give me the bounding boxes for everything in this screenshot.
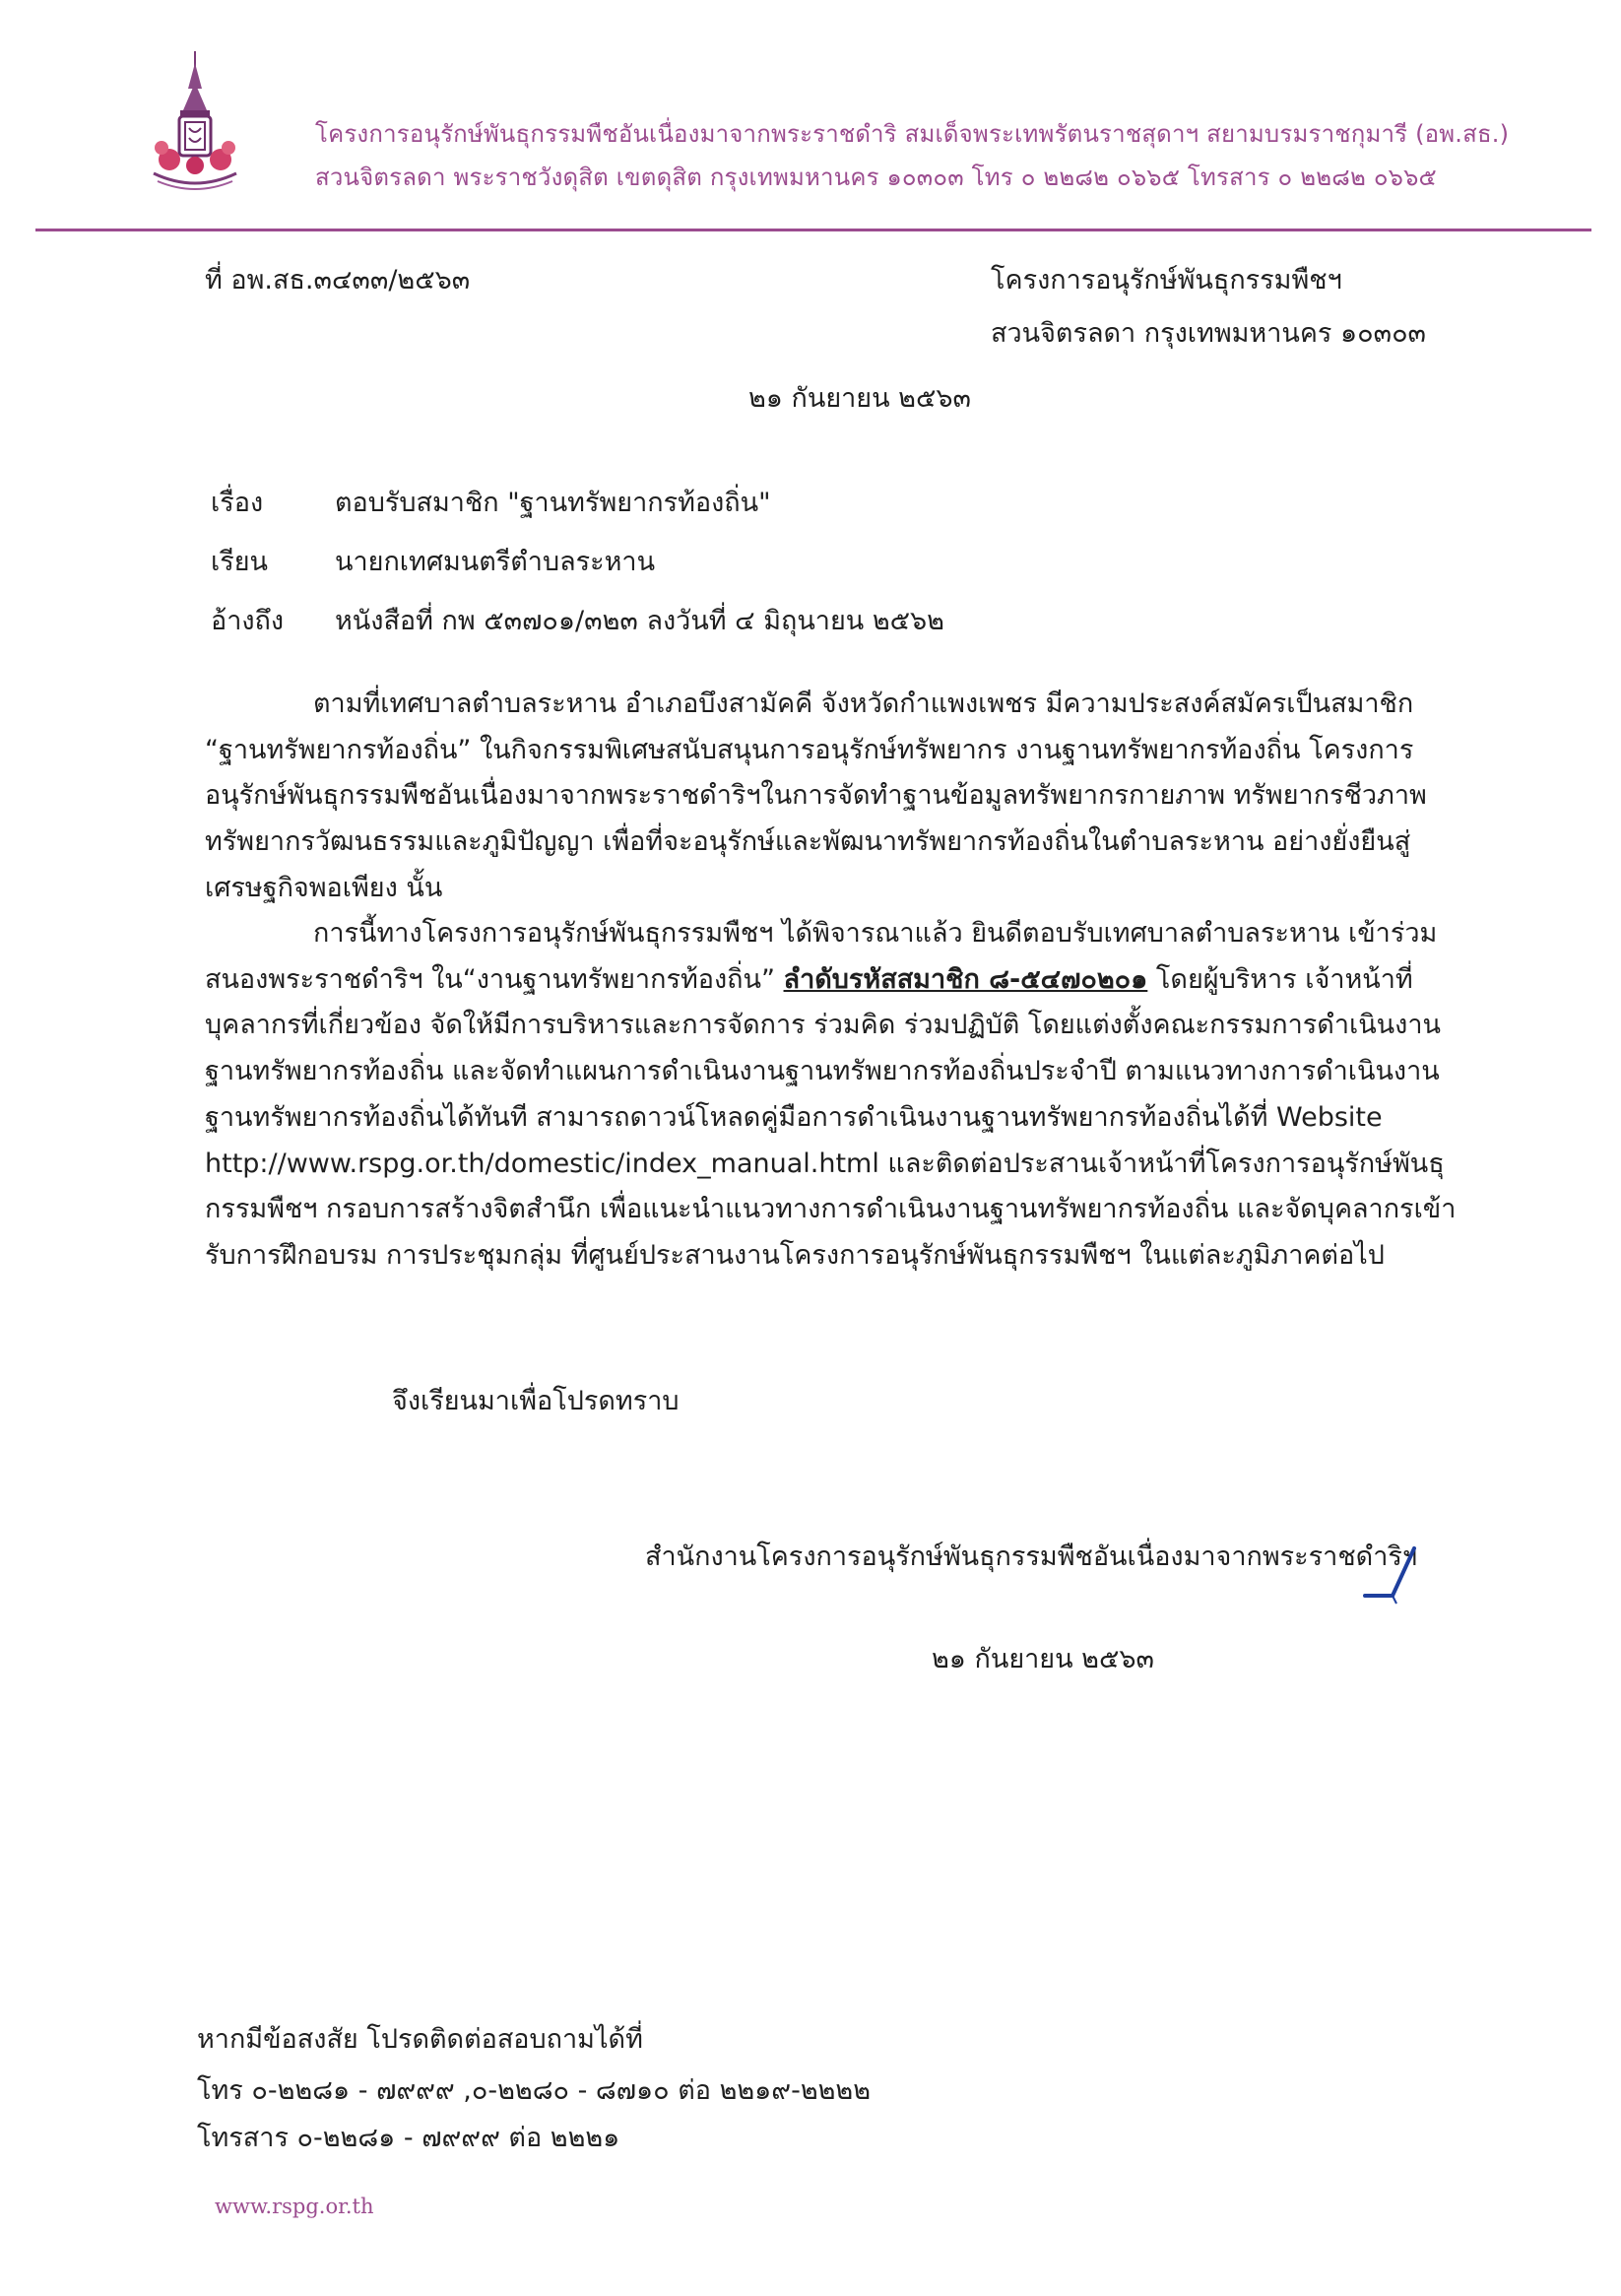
closing-phrase: จึงเรียนมาเพื่อโปรดทราบ [392, 1386, 680, 1416]
contact-phone: โทร ๐-๒๒๘๑ - ๗๙๙๙ ,๐-๒๒๘๐ - ๘๗๑๐ ต่อ ๒๒๑๙-๒๒๒๒ [197, 2075, 872, 2106]
header-org-name: โครงการอนุรักษ์พันธุกรรมพืชอันเนื่องมาจากพระราชดำริ สมเด็จพระเทพรัตนราชสุดาฯ สยามบรมราชกุมารี (อพ.สธ.) [315, 120, 1510, 148]
contact-fax: โทรสาร ๐-๒๒๘๑ - ๗๙๙๙ ต่อ ๒๒๒๑ [197, 2123, 620, 2153]
subject-text: ตอบรับสมาชิก "ฐานทรัพยากรท้องถิ่น" [335, 488, 771, 518]
to-label: เรียน [211, 547, 269, 577]
header-address: สวนจิตรลดา พระราชวังดุสิต เขตดุสิต กรุงเทพมหานคร ๑๐๓๐๓ โทร ๐ ๒๒๘๒ ๐๖๖๕ โทรสาร ๐ ๒๒๘๒ ๐๖๖๕ [315, 164, 1437, 191]
sender-address: สวนจิตรลดา กรุงเทพมหานคร ๑๐๓๐๓ [991, 318, 1427, 349]
website-link[interactable]: www.rspg.or.th [215, 2195, 374, 2218]
body-paragraph-1-text: ตามที่เทศบาลตำบลระหาน อำเภอบึงสามัคคี จังหวัดกำแพงเพชร มีความประสงค์สมัครเป็นสมาชิก “ฐานทรัพยากรท้องถิ่น” ในกิจกรรมพิเศษสนับสนุนการอนุรักษ์ทรัพยากร งานฐานทรัพยากรท้องถิ่น โครงการอนุรักษ์พันธุกรรมพืชอันเนื่องมาจากพระราชดำริฯในการจัดทำฐานข้อมูลทรัพยากรกายภาพ ทรัพยากรชีวภาพ ทรัพยากรวัฒนธรรมและภูมิปัญญา เพื่อที่จะอนุรักษ์และพัฒนาทรัพยากรท้องถิ่นในตำบลระหาน อย่างยั่งยืนสู่เศรษฐกิจพอเพียง นั้น [205, 689, 1427, 903]
member-code: ลำดับรหัสสมาชิก ๘-๕๔๗๐๒๐๑ [783, 963, 1148, 995]
refer-text: หนังสือที่ กพ ๕๓๗๐๑/๓๒๓ ลงวันที่ ๔ มิถุนายน ๒๕๖๒ [335, 606, 944, 636]
subject-label: เรื่อง [211, 488, 264, 518]
header-divider [35, 229, 1591, 231]
body-paragraph-2 [205, 911, 1465, 1279]
contact-intro: หากมีข้อสงสัย โปรดติดต่อสอบถามได้ที่ [197, 2024, 643, 2055]
body-paragraph-2-text-b: โดยผู้บริหาร เจ้าหน้าที่บุคลากรที่เกี่ยวข้อง จัดให้มีการบริหารและการจัดการ ร่วมคิด ร่วมปฏิบัติ โดยแต่งตั้งคณะกรรมการดำเนินงานฐานทรัพยากรท้องถิ่น และจัดทำแผนการดำเนินงานฐานทรัพยากรท้องถิ่นประจำปี ตามแนวทางการดำเนินงานฐานทรัพยากรท้องถิ่นได้ทันที สามารถดาวน์โหลดคู่มือการดำเนินงานฐานทรัพยากรท้องถิ่นได้ที่ Website http://www.rspg.or.th/domestic/index_manual.html และติดต่อประสานเจ้าหน้าที่โครงการอนุรักษ์พันธุกรรมพืชฯ กรอบการสร้างจิตสำนึก เพื่อแนะนำแนวทางการดำเนินงานฐานทรัพยากรท้องถิ่น และจัดบุคลากรเข้ารับการฝึกอบรม การประชุมกลุ่ม ที่ศูนย์ประสานงานโครงการอนุรักษ์พันธุกรรมพืชฯ ในแต่ละภูมิภาคต่อไป [205, 963, 1457, 1271]
office-name: สำนักงานโครงการอนุรักษ์พันธุกรรมพืชอันเนื่องมาจากพระราชดำริฯ [645, 1542, 1418, 1572]
letter-date: ๒๑ กันยายน ๒๕๖๓ [748, 383, 971, 414]
signature-mark-icon [1359, 1539, 1428, 1607]
body-paragraph-1 [205, 682, 1465, 912]
refer-label: อ้างถึง [211, 606, 285, 636]
reference-number: ที่ อพ.สธ.๓๔๓๓/๒๕๖๓ [205, 265, 471, 295]
signature-date: ๒๑ กันยายน ๒๕๖๓ [932, 1644, 1154, 1674]
royal-emblem-icon [148, 49, 242, 195]
to-text: นายกเทศมนตรีตำบลระหาน [335, 547, 656, 577]
body-paragraph-2-text-a: การนี้ทางโครงการอนุรักษ์พันธุกรรมพืชฯ ได้พิจารณาแล้ว ยินดีตอบรับเทศบาลตำบลระหาน เข้าร่วมสนองพระราชดำริฯ ใน“งานฐานทรัพยากรท้องถิ่น” [205, 918, 1438, 995]
sender-name: โครงการอนุรักษ์พันธุกรรมพืชฯ [991, 265, 1342, 295]
